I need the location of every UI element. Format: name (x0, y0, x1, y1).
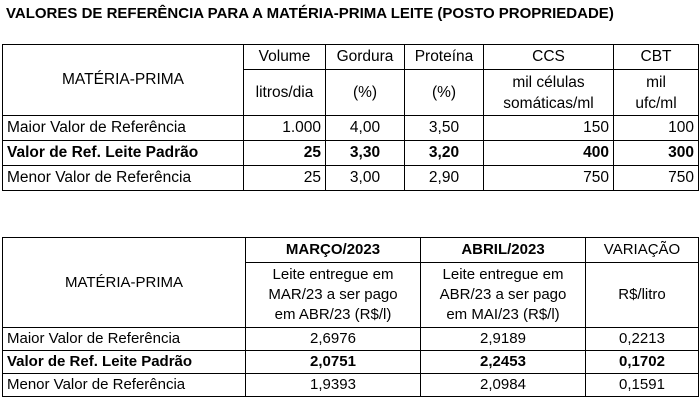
row-label: Maior Valor de Referência (3, 328, 246, 351)
cell-value: 300 (614, 141, 699, 166)
desc-marco-line1: Leite entregue em (272, 266, 394, 283)
header-materia-prima: MATÉRIA-PRIMA (3, 45, 244, 116)
cell-value: 2,2453 (421, 351, 586, 374)
col-proteina: Proteína (405, 45, 484, 70)
unit-cbt-line2: ufc/ml (635, 94, 677, 112)
row-label: Valor de Ref. Leite Padrão (3, 141, 244, 166)
desc-marco (246, 263, 421, 328)
table-row (3, 166, 699, 191)
unit-ccs-line2: somáticas/ml (503, 94, 594, 112)
cell-value: 750 (484, 166, 614, 191)
desc-abril-line3: em MAI/23 (R$/l) (446, 306, 560, 323)
row-label: Maior Valor de Referência (3, 116, 244, 141)
cell-value: 4,00 (326, 116, 405, 141)
cell-value: 3,30 (326, 141, 405, 166)
table-row (3, 141, 699, 166)
col-cbt: CBT (614, 45, 699, 70)
monthly-values-table (2, 237, 699, 397)
col-variacao: VARIAÇÃO (586, 238, 699, 263)
unit-gordura: (%) (326, 70, 405, 116)
cell-value: 400 (484, 141, 614, 166)
desc-marco-line3: em ABR/23 (R$/l) (274, 306, 392, 323)
col-volume: Volume (244, 45, 326, 70)
col-gordura: Gordura (326, 45, 405, 70)
col-marco: MARÇO/2023 (246, 238, 421, 263)
cell-value: 2,90 (405, 166, 484, 191)
desc-abril (421, 263, 586, 328)
cell-value: 0,1591 (586, 374, 699, 397)
reference-values-table (2, 44, 699, 191)
unit-volume: litros/dia (244, 70, 326, 116)
cell-value: 3,50 (405, 116, 484, 141)
desc-abril-line1: Leite entregue em (442, 266, 564, 283)
cell-value: 25 (244, 141, 326, 166)
row-label: Menor Valor de Referência (3, 374, 246, 397)
desc-marco-line2: MAR/23 a ser pago (268, 286, 398, 303)
cell-value: 2,0751 (246, 351, 421, 374)
unit-cbt (614, 70, 699, 116)
col-ccs: CCS (484, 45, 614, 70)
desc-abril-line2: ABR/23 a ser pago (439, 286, 567, 303)
col-abril: ABRIL/2023 (421, 238, 586, 263)
cell-value: 3,20 (405, 141, 484, 166)
row-label: Valor de Ref. Leite Padrão (3, 351, 246, 374)
table-row (3, 351, 699, 374)
cell-value: 100 (614, 116, 699, 141)
row-label: Menor Valor de Referência (3, 166, 244, 191)
table-row (3, 328, 699, 351)
table-row (3, 374, 699, 397)
cell-value: 2,6976 (246, 328, 421, 351)
cell-value: 0,2213 (586, 328, 699, 351)
cell-value: 750 (614, 166, 699, 191)
cell-value: 1.000 (244, 116, 326, 141)
cell-value: 150 (484, 116, 614, 141)
unit-ccs (484, 70, 614, 116)
desc-variacao: R$/litro (586, 263, 699, 328)
cell-value: 2,0984 (421, 374, 586, 397)
cell-value: 1,9393 (246, 374, 421, 397)
page-title: VALORES DE REFERÊNCIA PARA A MATÉRIA-PRIMA LEITE (POSTO PROPRIEDADE) (6, 5, 614, 22)
unit-ccs-line1: mil células (512, 73, 585, 91)
cell-value: 25 (244, 166, 326, 191)
unit-proteina: (%) (405, 70, 484, 116)
table-row (3, 116, 699, 141)
header-materia-prima: MATÉRIA-PRIMA (3, 238, 246, 328)
cell-value: 3,00 (326, 166, 405, 191)
cell-value: 0,1702 (586, 351, 699, 374)
unit-cbt-line1: mil (646, 73, 666, 91)
cell-value: 2,9189 (421, 328, 586, 351)
